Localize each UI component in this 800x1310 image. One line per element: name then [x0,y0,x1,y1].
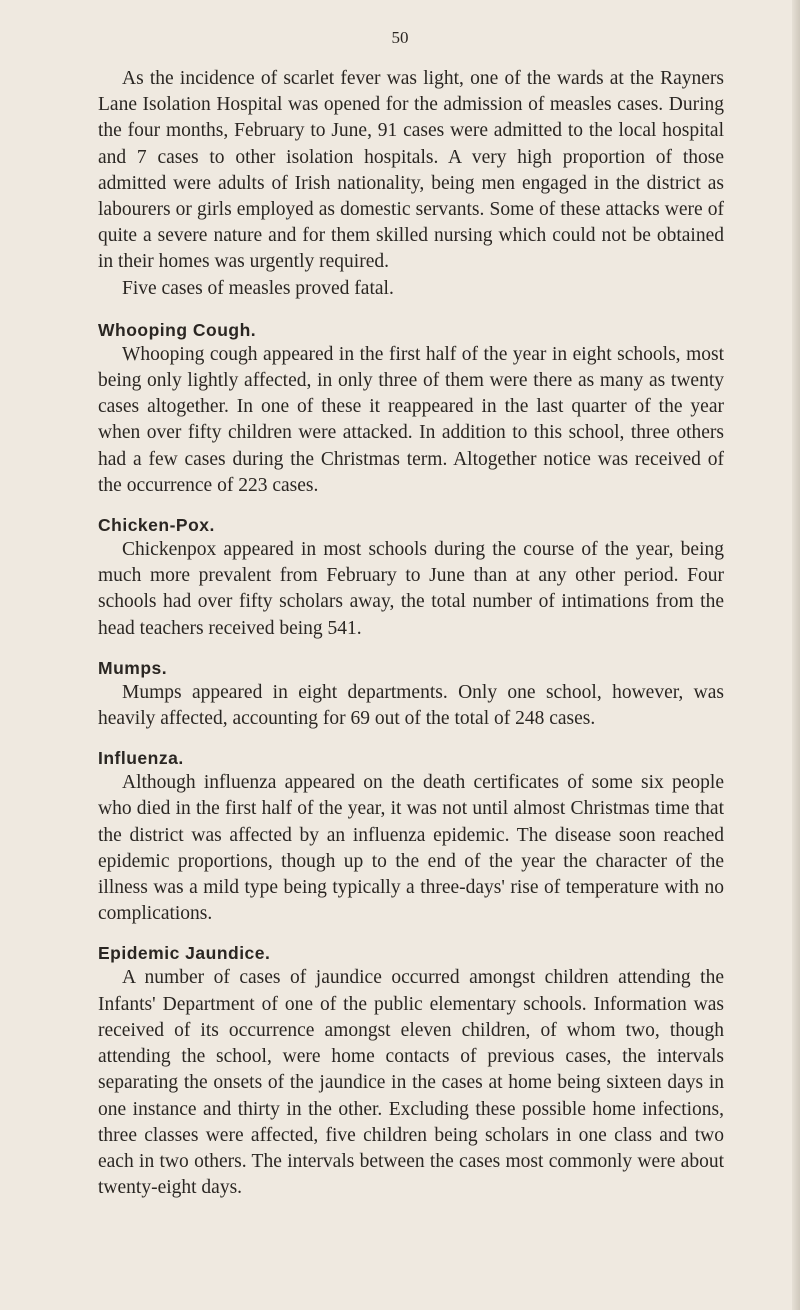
epidemic-jaundice-paragraph: A number of cases of jaundice occurred amongst children attending the Infants' Department of one of the public elementary schools. Information was received of its occurrence amongst eleven children, of whom two, though attending the school, were home contacts of previous cases, the intervals separating the onsets of the jaundice in the cases at home being sixteen days in one instance and thirty in the other. Excluding these possible home infections, three classes were affected, five children being scholars in one class and two each in two others. The intervals between the cases most commonly were about twenty-eight days. [98,967,724,1199]
influenza-heading: Influenza. [98,748,184,769]
influenza-paragraph: Although influenza appeared on the death certificates of some six people who died in the first half of the year, it was not until almost Christmas time that the district was affected by an influenza epidemic. The disease soon reached epidemic proportions, though up to the end of the year the character of the illness was a mild type being typically a three-days' rise of temperature with no complications. [98,772,724,925]
mumps-heading: Mumps. [98,657,168,678]
chicken-pox-paragraph: Chickenpox appeared in most schools during the course of the year, being much more prevalent from February to June than at any other period. Four schools had over fifty scholars away, the total number of intimations from the head teachers received being 541. [98,539,724,639]
mumps-paragraph: Mumps appeared in eight departments. Only one school, however, was heavily affected, accounting for 69 out of the total of 248 cases. [98,681,724,730]
chicken-pox-heading: Chicken-Pox. [98,515,215,536]
page-edge-shadow [792,0,800,1310]
whooping-cough-paragraph: Whooping cough appeared in the first half of the year in eight schools, most being only lightly affected, in only three of them were there as many as twenty cases altogether. In one of these it reappeared in the last quarter of the year when over fifty children were attacked. In addition to this school, three others had a few cases during the Christmas term. Altogether notice was received of the occurrence of 223 cases. [98,343,724,496]
measles-fatal-note: Five cases of measles proved fatal. [122,277,394,299]
measles-paragraph: As the incidence of scarlet fever was light, one of the wards at the Rayners Lane Isolation Hospital was opened for the admission of measles cases. During the four months, February to June, 91 cases were admitted to the local hospital and 7 cases to other isolation hospitals. A very high proportion of those admitted were adults of Irish nationality, being men engaged in the district as labourers or girls employed as domestic servants. Some of these attacks were of quite a severe nature and for them skilled nursing which could not be obtained in their homes was urgently required. [98,68,724,273]
whooping-cough-heading: Whooping Cough. [98,319,257,340]
page-body [98,66,724,1201]
page-number: 50 [391,28,409,47]
epidemic-jaundice-heading: Epidemic Jaundice. [98,943,271,964]
